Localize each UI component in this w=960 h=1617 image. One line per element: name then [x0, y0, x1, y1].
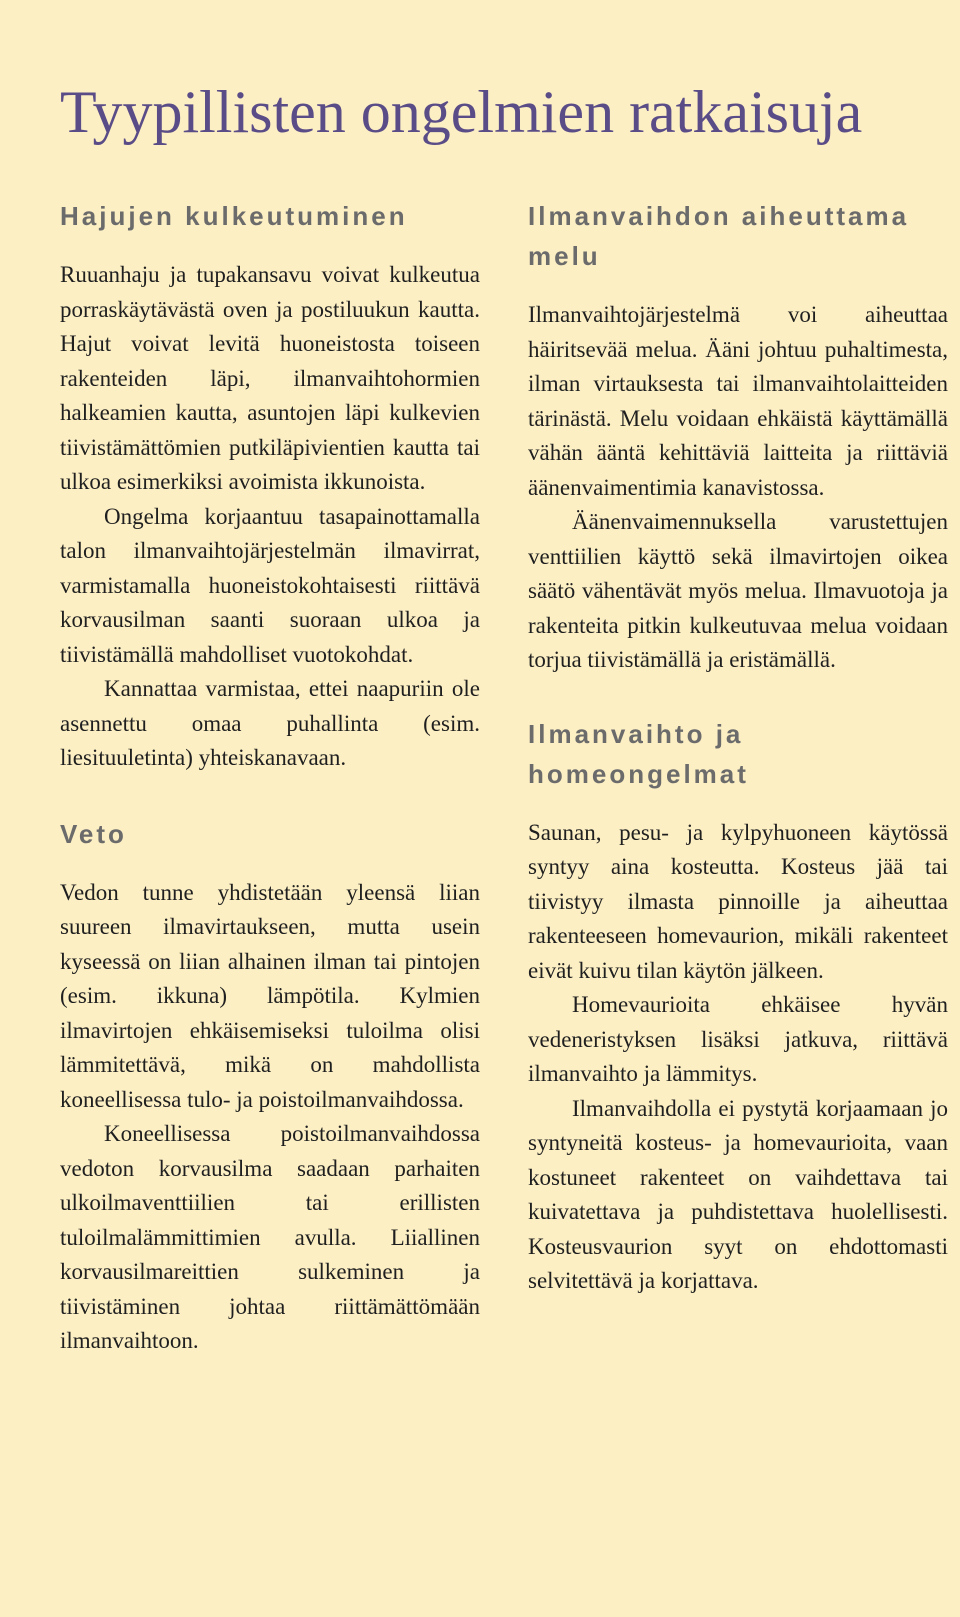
noise-paragraph-1: Ilmanvaihtojärjestelmä voi aiheuttaa häiritsevää melua. Ääni johtuu puhaltimesta, ilman virtauksesta tai ilmanvaihtolaitteiden tärinästä. Melu voidaan ehkäistä käyttämällä vähän ääntä kehittäviä laitteita ja riittäviä äänenvaimentimia kanavistossa. [528, 302, 948, 500]
right-column [528, 196, 948, 1299]
section-heading-odors: Hajujen kulkeutuminen [60, 201, 408, 231]
section-heading-mold: Ilmanvaihto ja homeongelmat [528, 718, 749, 789]
page-title: Tyypillisten ongelmien ratkaisuja [60, 79, 863, 145]
noise-paragraph-2: Äänenvaimennuksella varustettujen venttiilien käyttö sekä ilmavirtojen oikea säätö vähentävät myös melua. Ilmavuotoja ja rakenteita pitkin kulkeutuvaa melua voidaan torjua tiivistämällä ja eristämällä. [528, 509, 948, 672]
mold-paragraph-2: Homevaurioita ehkäisee hyvän vedeneristyksen lisäksi jatkuva, riittävä ilmanvaihto ja lämmitys. [528, 992, 948, 1086]
left-column [60, 196, 480, 1359]
draft-paragraph-1: Vedon tunne yhdistetään yleensä liian suureen ilmavirtaukseen, mutta usein kyseessä on liian alhainen ilman tai pintojen (esim. ikkuna) lämpötila. Kylmien ilmavirtojen ehkäisemiseksi tuloilma olisi lämmitettävä, mikä on mahdollista koneellisessa tulo- ja poistoilmanvaihdossa. [60, 879, 480, 1112]
section-heading-noise: Ilmanvaihdon aiheuttama melu [528, 201, 910, 271]
mold-paragraph-3: Ilmanvaihdolla ei pystytä korjaamaan jo syntyneitä kosteus- ja homevaurioita, vaan kostuneet rakenteet on vaihdettava tai kuivatettava ja puhdistettava huolellisesti. Kosteusvaurion syyt on ehdottomasti selvitettävä ja korjattava. [528, 1095, 948, 1293]
odors-paragraph-1: Ruuanhaju ja tupakansavu voivat kulkeutua porraskäytävästä oven ja postiluukun kautta. Hajut voivat levitä huoneistosta toiseen rakenteiden läpi, ilmanvaihtohormien halkeamien kautta, asuntojen läpi kulkevien tiivistämättömien putkiläpivientien kautta tai ulkoa esimerkiksi avoimista ikkunoista. [60, 262, 480, 494]
draft-paragraph-2: Koneellisessa poistoilmanvaihdossa vedoton korvausilma saadaan parhaiten ulkoilmaventtiilien tai erillisten tuloilmalämmittimien avulla. Liiallinen korvausilmareittien sulkeminen ja tiivistäminen johtaa riittämättömään ilmanvaihtoon. [60, 1121, 480, 1353]
odors-paragraph-2: Ongelma korjaantuu tasapainottamalla talon ilmanvaihtojärjestelmän ilmavirrat, varmistamalla huoneistokohtaisesti riittävä korvausilman saanti suoraan ulkoa ja tiivistämällä mahdolliset vuotokohdat. [60, 503, 480, 667]
section-heading-draft: Veto [60, 818, 127, 849]
mold-paragraph-1: Saunan, pesu- ja kylpyhuoneen käytössä syntyy aina kosteutta. Kosteus jää tai tiivistyy ilmasta pinnoille ja aiheuttaa rakenteeseen homevaurion, mikäli rakenteet eivät kuivu tilan käytön jälkeen. [528, 819, 948, 983]
odors-paragraph-3: Kannattaa varmistaa, ettei naapuriin ole asennettu omaa puhallinta (esim. liesituuletinta) yhteiskanavaan. [60, 676, 480, 770]
